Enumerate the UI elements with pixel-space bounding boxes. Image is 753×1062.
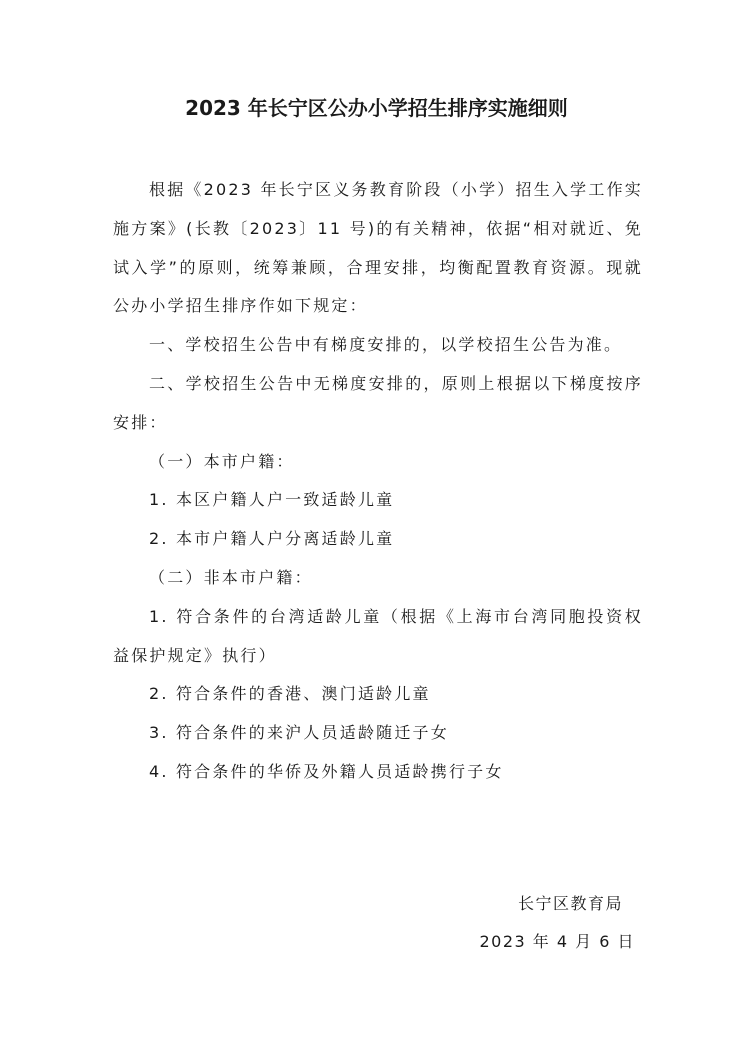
intro-paragraph: 根据《2023 年长宁区义务教育阶段（小学）招生入学工作实施方案》(长教〔2023〕11 号)的有关精神，依据“相对就近、免试入学”的原则，统筹兼顾，合理安排，均衡配置教育资源。现就公办小学招生排序作如下规定： [113, 180, 643, 316]
group-nonlocal-heading: （二）非本市户籍： [149, 567, 313, 587]
group-local-item: 2. 本市户籍人户分离适龄儿童 [149, 529, 395, 549]
signature-date: 2023 年 4 月 6 日 [479, 932, 635, 951]
signature-block [479, 885, 635, 961]
rule-two: 二、学校招生公告中无梯度安排的，原则上根据以下梯度按序安排： [113, 373, 643, 432]
group-nonlocal-item: 3. 符合条件的来沪人员适龄随迁子女 [149, 723, 449, 743]
group-nonlocal-item: 2. 符合条件的香港、澳门适龄儿童 [149, 684, 431, 704]
group-nonlocal-item: 4. 符合条件的华侨及外籍人员适龄携行子女 [149, 761, 504, 781]
document-title: 2023 年长宁区公办小学招生排序实施细则 [185, 96, 568, 120]
signature-organization: 长宁区教育局 [517, 894, 623, 913]
group-nonlocal-item: 1. 符合条件的台湾适龄儿童（根据《上海市台湾同胞投资权益保护规定》执行） [113, 606, 643, 665]
group-local-item: 1. 本区户籍人户一致适龄儿童 [149, 490, 395, 510]
group-local-heading: （一）本市户籍： [149, 451, 295, 471]
document-body [113, 171, 643, 792]
rule-one: 一、学校招生公告中有梯度安排的，以学校招生公告为准。 [149, 335, 623, 355]
